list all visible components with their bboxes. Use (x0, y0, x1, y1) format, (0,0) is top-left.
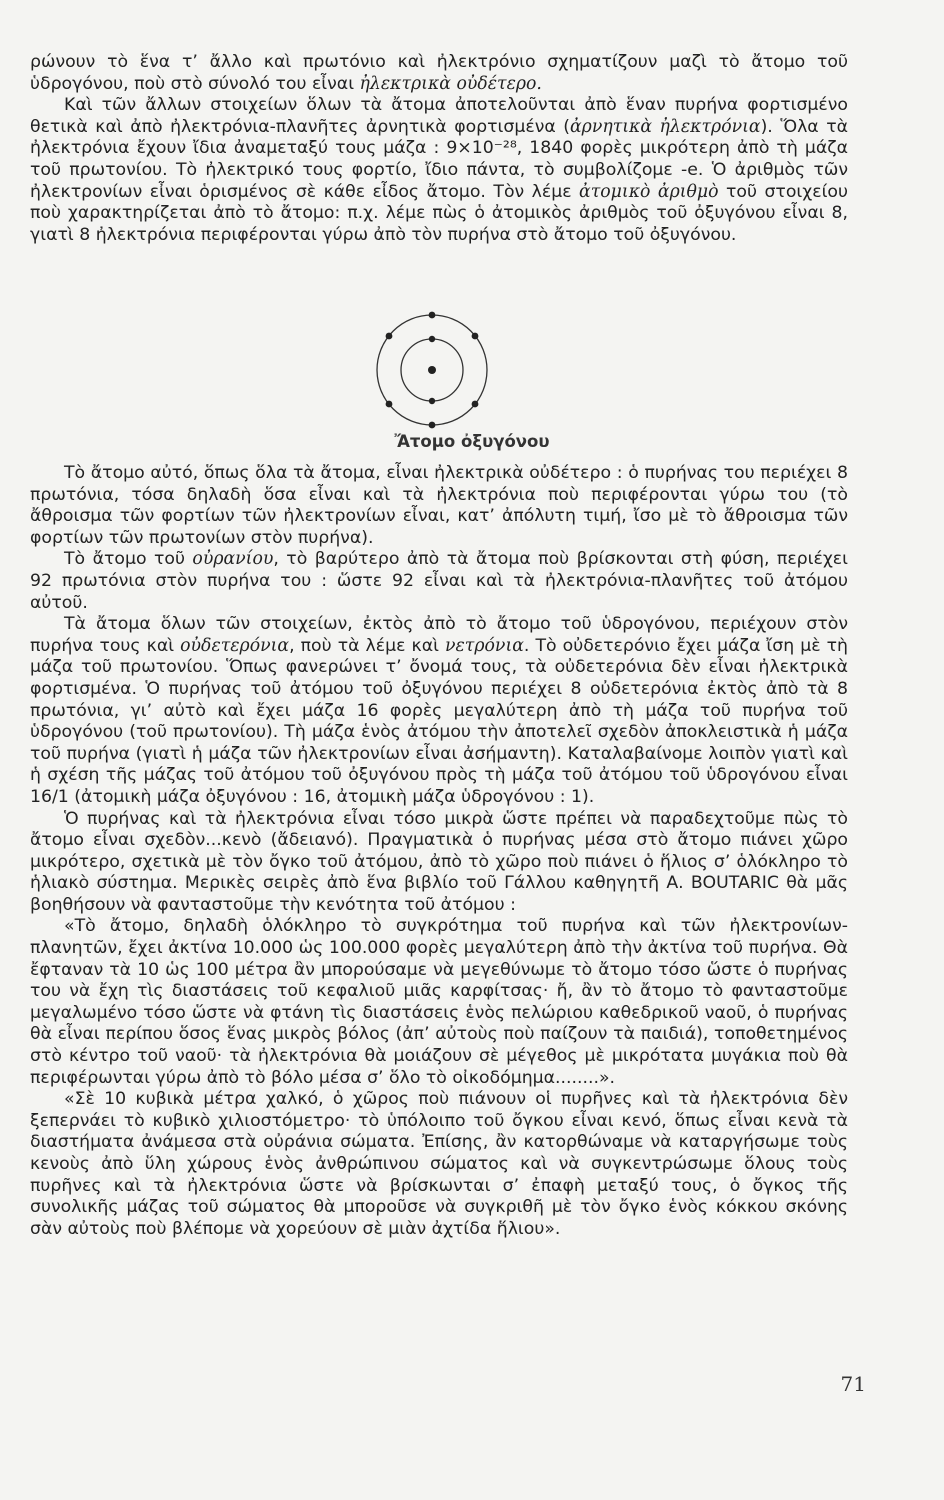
paragraph (30, 549, 848, 614)
nucleus (428, 366, 436, 374)
paragraph (30, 463, 848, 549)
text-run: ρώνουν τὸ ἕνα τ’ ἄλλο καὶ πρωτόνιο καὶ ἠλεκτρόνιο σχηματίζουν μαζὶ τὸ ἄτομο τοῦ ὑδρογόνου, ποὺ στὸ σύνολό του εἶναι (30, 52, 848, 94)
text-run: Ὁ πυρήνας καὶ τὰ ἠλεκτρόνια εἶναι τόσο μικρὰ ὥστε πρέπει νὰ παραδεχτοῦμε πὼς τὸ ἄτομο εἶναι σχεδὸν...κενὸ (ἄδειανό). Πραγματικὰ ὁ πυρήνας μέσα στὸ ἄτομο πιάνει χῶρο μικρότερο, σχετικὰ μὲ τὸν ὄγκο τοῦ ἀτόμου, ἀπὸ τὸ χῶρο ποὺ πιάνει ὁ ἥλιος σ’ ὁλόκληρο τὸ ἡλιακὸ σύστημα. Μερικὲς σειρὲς ἀπὸ ἕνα βιβλίο τοῦ Γάλλου καθηγητῆ Α. BOUTARIC θὰ μᾶς βοηθήσουν νὰ φανταστοῦμε τὴν κενότητα τοῦ ἀτόμου : (30, 808, 848, 915)
figure-caption: Ἄτομο ὀξυγόνου (394, 432, 550, 451)
text-run: ). Ὅλα τὰ ἠλεκτρόνια ἔχουν ἴδια ἀναμεταξύ τους μάζα : 9×10⁻²⁸, 1840 φορὲς μικρότερη ἀπὸ τὴ μάζα τοῦ πρωτονίου. Τὸ ἠλεκτρικό τους φορτίο, ἴδιο πάντα, τὸ συμβολίζομε -e. Ὁ ἀριθμὸς τῶν ἠλεκτρονίων εἶναι ὁρισμένος σὲ κάθε εἶδος ἄτομο. Τὸν λέμε (30, 116, 849, 202)
text-run: Τὸ ἄτομο τοῦ (64, 549, 193, 570)
electron (429, 398, 435, 404)
electron (386, 401, 393, 408)
text-run: «Τὸ ἄτομο, δηλαδὴ ὁλόκληρο τὸ συγκρότημα τοῦ πυρήνα καὶ τῶν ἠλεκτρονίων-πλανητῶν, ἔχει ἀκτίνα 10.000 ὡς 100.000 φορὲς μεγαλύτερη ἀπὸ τὴν ἀκτίνα τοῦ πυρήνα. Θὰ ἔφταναν τὰ 10 ὡς 100 μέτρα ἂν μπορούσαμε νὰ μεγεθύνωμε τὸ ἄτομο τόσο ὥστε ὁ πυρήνας του νὰ ἔχη τὶς διαστάσεις τοῦ κεφαλιοῦ μιᾶς καρφίτσας· ἤ, ἂν τὸ ἄτομο τὸ φανταστοῦμε μεγαλωμένο τόσο ὥστε νὰ φτάνη τὶς διαστάσεις ἑνὸς πελώριου καθεδρικοῦ ναοῦ, ὁ πυρήνας θὰ εἶναι περίπου ὅσος ἕνας μικρὸς βόλος (ἀπ’ αὐτοὺς ποὺ παίζουν τὰ παιδιά), τοποθετημένος στὸ κέντρο τοῦ ναοῦ· τὰ ἠλεκτρόνια θὰ μοιάζουν σὲ μέγεθος μὲ μικρότατα μυγάκια ποὺ θὰ περιφέρωνται γύρω ἀπὸ τὸ βόλο μέσα σ’ ὅλο τὸ οἰκοδόμημα........». (30, 916, 848, 1088)
text-run: Καὶ τῶν ἄλλων στοιχείων ὅλων τὰ ἄτομα ἀποτελοῦνται ἀπὸ ἕναν πυρήνα φορτισμένο θετικὰ καὶ ἀπὸ ἠλεκτρόνια-πλανῆτες ἀρνητικὰ φορτισμένα ( (30, 95, 848, 137)
page-number: 71 (840, 1372, 866, 1396)
text-run: Τὸ ἄτομο αὐτό, ὅπως ὅλα τὰ ἄτομα, εἶναι ἠλεκτρικὰ οὐδέτερο : ὁ πυρήνας του περιέχει 8 πρωτόνια, τόσα δηλαδὴ ὅσα εἶναι καὶ τὰ ἠλεκτρόνια ποὺ περιφέρονται γύρω του (τὸ ἄθροισμα τῶν φορτίων τῶν ἠλεκτρονίων εἶναι, κατ’ ἀπόλυτη τιμή, ἴσο μὲ τὸ ἄθροισμα τῶν φορτίων τῶν πρωτονίων στὸν πυρήνα). (30, 463, 848, 548)
italic-term: ἀτομικὸ ἀριθμὸ (579, 181, 719, 202)
text-run: Τὰ ἄτομα ὅλων τῶν στοιχείων, ἐκτὸς ἀπὸ τὸ ἄτομο τοῦ ὑδρογόνου, περιέχουν στὸν πυρήνα τους καὶ (30, 614, 848, 656)
electron (429, 336, 435, 342)
text-run: , ποὺ τὰ λέμε καὶ (289, 635, 446, 656)
paragraph (30, 1089, 848, 1240)
italic-term: ἠλεκτρικὰ οὐδέτερο. (359, 73, 542, 94)
text-run: «Σὲ 10 κυβικὰ μέτρα χαλκό, ὁ χῶρος ποὺ πιάνουν οἱ πυρῆνες καὶ τὰ ἠλεκτρόνια δὲν ξεπερνάει τὸ κυβικὸ χιλιοστόμετρο· τὸ ὑπόλοιπο τοῦ ὄγκου εἶναι κενό, ὅπως εἶναι κενὰ τὰ διαστήματα ἀνάμεσα στὰ οὐράνια σώματα. Ἐπίσης, ἂν κατορθώναμε νὰ καταργήσωμε τοὺς κενοὺς ἀπὸ ὕλη χώρους ἑνὸς ἀνθρώπινου σώματος καὶ νὰ συγκεντρώσωμε ὅλους τοὺς πυρῆνες καὶ τὰ ἠλεκτρόνια ὥστε νὰ βρίσκωνται σ’ ἐπαφὴ μεταξύ τους, ὁ ὄγκος τῆς συνολικῆς μάζας τοῦ σώματος θὰ μποροῦσε νὰ συγκριθῆ μὲ τὸν ὄγκο ἑνὸς κόκκου σκόνης σὰν αὐτοὺς ποὺ βλέπομε νὰ χορεύουν σὲ μιὰν ἀχτίδα ἥλιου». (30, 1089, 848, 1239)
italic-term: οὐρανίου (192, 549, 274, 570)
paragraph (30, 614, 848, 808)
italic-term: οὐδετερόνια (180, 635, 290, 656)
paragraph (30, 95, 848, 246)
text-run: , τὸ βαρύτερο ἀπὸ τὰ ἄτομα ποὺ βρίσκονται στὴ φύση, περιέχει 92 πρωτόνια στὸν πυρήνα του : ὥστε 92 εἶναι καὶ τὰ ἠλεκτρόνια-πλανῆτες τοῦ ἀτόμου αὐτοῦ. (30, 549, 848, 613)
paragraph (30, 52, 848, 95)
oxygen-atom-diagram (370, 308, 494, 432)
electron (472, 333, 479, 340)
text-block-top (30, 52, 848, 246)
italic-term: νετρόνια (445, 635, 524, 656)
electron (386, 333, 393, 340)
paragraph (30, 809, 848, 917)
paragraph (30, 916, 848, 1089)
text-run: τοῦ στοιχείου ποὺ χαρακτηρίζεται ἀπὸ τὸ ἄτομο: π.χ. λέμε πὼς ὁ ἀτομικὸς ἀριθμὸς τοῦ ὀξυγόνου εἶναι 8, γιατὶ 8 ἠλεκτρόνια περιφέρονται γύρω ἀπὸ τὸν πυρήνα στὸ ἄτομο τοῦ ὀξυγόνου. (30, 181, 848, 245)
electron (429, 422, 436, 429)
text-block-main (30, 463, 848, 1240)
electron (472, 401, 479, 408)
italic-term: ἀρνητικὰ ἠλεκτρόνια (570, 116, 761, 137)
text-run: . Τὸ οὐδετερόνιο ἔχει μάζα ἴση μὲ τὴ μάζα τοῦ πρωτονίου. Ὅπως φανερώνει τ’ ὄνομά τους, τὰ οὐδετερόνια δὲν εἶναι ἠλεκτρικὰ φορτισμένα. Ὁ πυρήνας τοῦ ἀτόμου τοῦ ὀξυγόνου περιέχει 8 οὐδετερόνια ἐκτὸς ἀπὸ τὰ 8 πρωτόνια, γι’ αὐτὸ καὶ ἔχει μάζα 16 φορὲς μεγαλύτερη ἀπὸ τὴ μάζα τοῦ πυρήνα τοῦ ὑδρογόνου (τοῦ πρωτονίου). Τὴ μάζα ἑνὸς ἀτόμου τὴν ἀποτελεῖ σχεδὸν ἀποκλειστικὰ ἡ μάζα τοῦ πυρήνα (γιατὶ ἡ μάζα τῶν ἠλεκτρονίων εἶναι ἀσήμαντη). Καταλαβαίνομε λοιπὸν γιατὶ καὶ ἡ σχέση τῆς μάζας τοῦ ἀτόμου τοῦ ὀξυγόνου πρὸς τὴ μάζα τοῦ ἀτόμου τοῦ ὑδρογόνου εἶναι 16/1 (ἀτομικὴ μάζα ὀξυγόνου : 16, ἀτομικὴ μάζα ὑδρογόνου : 1). (30, 635, 848, 807)
electron (429, 312, 436, 319)
